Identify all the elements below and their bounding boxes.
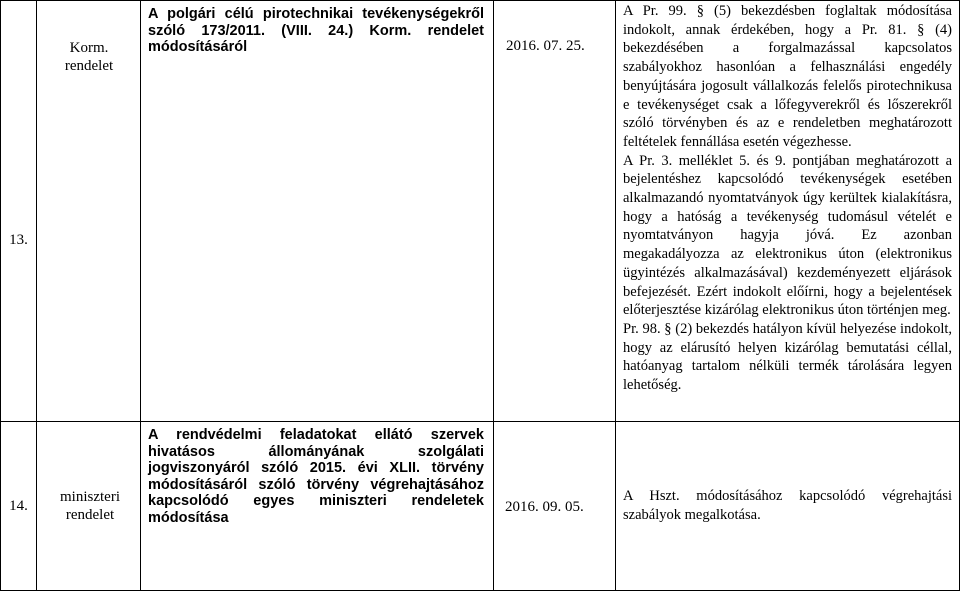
row-number: 14. — [9, 498, 28, 514]
table-border-top — [0, 0, 960, 1]
regulation-title: A polgári célú pirotechnikai tevékenységekről szóló 173/2011. (VIII. 24.) Korm. rendelet módosításáról — [148, 6, 484, 55]
column-divider — [615, 0, 616, 591]
column-divider — [493, 0, 494, 591]
row-divider — [0, 421, 960, 422]
row-number: 13. — [9, 232, 28, 248]
explanation-paragraph: Pr. 98. § (2) bekezdés hatályon kívül helyezése indokolt, hogy az elárusító helyen kizárólag bemutatási céllal, hatóanyag tartalom nélküli termék tárolására legyen lehetőség. — [623, 320, 952, 394]
explanation-text — [623, 487, 952, 524]
column-divider — [140, 0, 141, 591]
regulation-type: miniszteri rendelet — [60, 489, 120, 523]
publication-date: 2016. 09. 05. — [505, 499, 584, 515]
explanation-paragraph: A Pr. 3. melléklet 5. és 9. pontjában meghatározott a bejelentéshez kapcsolódó tevékenységek esetében alkalmazandó nyomtatványok úgy kerültek kialakításra, hogy a hatóság a tevékenység tudomásul vételét e nyomtatványon hagyja jóvá. Ez azonban megakadályozza az elektronikus úton (elektronikus ügyintézés alkalmazásával) kezdeményezett eljárások befejezését. Ezért indokolt előírni, hogy a bejelentések előterjesztése kizárólag elektronikus úton történjen meg. — [623, 152, 952, 319]
explanation-paragraph: A Pr. 99. § (5) bekezdésben foglaltak módosítása indokolt, annak érdekében, hogy a Pr. 81. § (4) bekezdésében a forgalmazással kapcsolatos szabályokhoz hasonlóan a felhasználási engedély benyújtására jogosult vállalkozás felelős pirotechnikusa e tevékenységet csak a lőfegyverekről és lőszerekről szóló törvényben és az e rendeletben meghatározott feltételek fennállása esetén végezhesse. — [623, 3, 952, 150]
publication-date: 2016. 07. 25. — [506, 38, 585, 54]
explanation-paragraph: A Hszt. módosításához kapcsolódó végrehajtási szabályok megalkotása. — [623, 488, 952, 523]
column-divider — [36, 0, 37, 591]
explanation-text — [623, 2, 952, 395]
regulation-title: A rendvédelmi feladatokat ellátó szervek hivatásos állományának szolgálati jogviszonyáról szóló 2015. évi XLII. törvény módosításáról szóló törvény végrehajtásához kapcsolódó egyes miniszteri rendeletek módosítása — [148, 427, 484, 526]
regulation-type: Korm. rendelet — [64, 40, 114, 74]
